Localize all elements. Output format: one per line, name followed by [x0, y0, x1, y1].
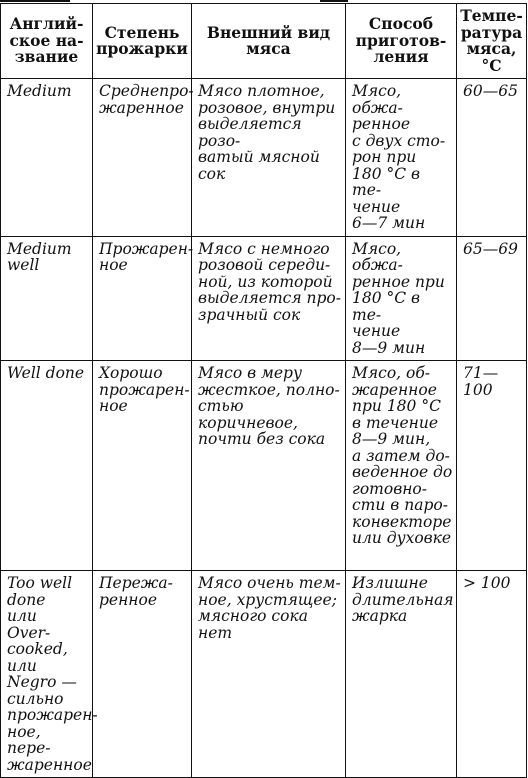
cell-doneness: Хорошо прожарен- ное: [93, 361, 192, 571]
cell-doneness: Прожарен- ное: [93, 236, 192, 361]
cell-english-name: Well done: [1, 361, 93, 571]
cell-appearance: Мясо плотное, розовое, внутри выделяется розо- ватый мясной сок: [192, 79, 346, 237]
cell-temperature: 71— 100: [457, 361, 527, 571]
header-appearance: Внешний вид мяса: [192, 4, 346, 79]
cell-doneness: Пережа- ренное: [93, 571, 192, 778]
top-rule-segment: [320, 0, 348, 2]
top-rule-segment: [0, 0, 70, 2]
cell-appearance: Мясо в меру жесткое, полно- стью коричневое, почти без сока: [192, 361, 346, 571]
header-temperature: Темпе- ратура мяса, °С: [457, 4, 527, 79]
cell-english-name: Too well done или Over- cooked, или Negro — сильно прожарен- ное, пере- жаренное: [1, 571, 93, 778]
cell-appearance: Мясо с немного розовой середи- ной, из которой выделяется про- зрачный сок: [192, 236, 346, 361]
table-row: [1, 361, 527, 571]
cell-appearance: Мясо очень тем- ное, хрустящее; мясного сока нет: [192, 571, 346, 778]
meat-doneness-table: [0, 3, 527, 778]
cell-method: Мясо, обжа- ренное при 180 °С в те- чение 8—9 мин: [346, 236, 457, 361]
table-row: [1, 79, 527, 237]
header-doneness: Степень прожарки: [93, 4, 192, 79]
header-english-name: Англий- ское на- звание: [1, 4, 93, 79]
cell-temperature: > 100: [457, 571, 527, 778]
cell-method: Мясо, об- жаренное при 180 °С в течение 8—9 мин, а затем до- веденное до готовно- сти в паро- конвекторе или духовке: [346, 361, 457, 571]
cell-doneness: Среднепро- жаренное: [93, 79, 192, 237]
table-row: [1, 236, 527, 361]
cell-method: Мясо, обжа- ренное с двух сто- рон при 180 °С в те- чение 6—7 мин: [346, 79, 457, 237]
table-header-row: [1, 4, 527, 79]
table-row: [1, 571, 527, 778]
cell-english-name: Medium well: [1, 236, 93, 361]
cell-english-name: Medium: [1, 79, 93, 237]
header-method: Способ приготов- ления: [346, 4, 457, 79]
cell-temperature: 65—69: [457, 236, 527, 361]
cell-temperature: 60—65: [457, 79, 527, 237]
cell-method: Излишне длительная жарка: [346, 571, 457, 778]
